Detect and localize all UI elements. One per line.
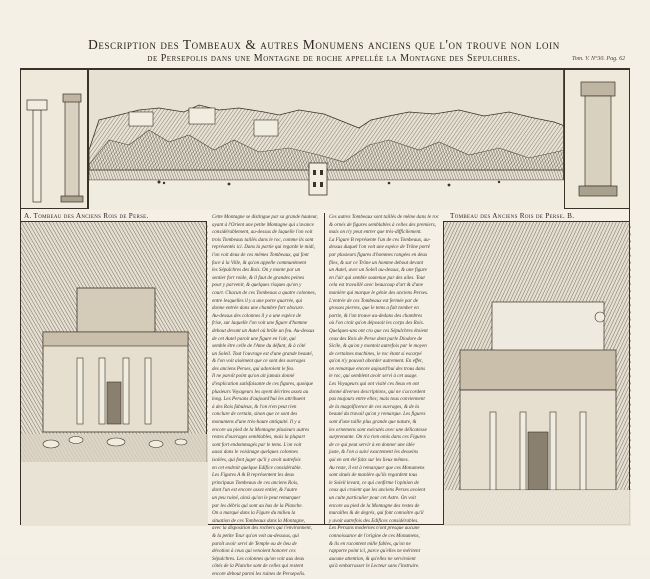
text-line: sont d'une taille plus grande que nature, &	[329, 419, 417, 426]
text-line: encore debout parmi les ruines de Persepolis.	[212, 570, 306, 577]
text-line: Ces autres Tombeaux sont taillés de même dans le roc	[329, 214, 439, 220]
text-line: & la petite Tour qu'on voit au-dessous, qui	[212, 532, 299, 539]
mountain-panorama-illustration	[89, 70, 565, 210]
text-line: court. Chacun de ces Tombeaux a quatre colonnes,	[212, 289, 316, 296]
plate-reference: Tom. V. N°30. Pag. 62	[572, 56, 626, 62]
text-line: en cet endroit quelque Edifice considérable.	[212, 464, 302, 471]
text-line: où l'on croit qu'on déposoit les corps des Rois.	[329, 320, 424, 327]
text-line: trois Tombeaux taillés dans le roc, comme ils sont	[212, 236, 314, 243]
text-line: de ce qui peut servir à en donner une idée	[329, 441, 415, 448]
text-line: Les Voyageurs qui ont visité ces lieux en ont	[329, 381, 419, 388]
text-line: pour y parvenir, & quelques risques qu'on y	[212, 282, 302, 289]
text-line: d'explication satisfaisante de ces figures, quoique	[212, 381, 314, 388]
text-line: Sépulchres. Les colonnes qu'on voit aux deux	[212, 555, 305, 562]
text-line: un culte particulier pour cet Astre. On voit	[329, 494, 416, 501]
text-line: mais on n'y peut entrer que très-difficilement.	[329, 229, 422, 236]
text-line: en l'air qui semble soutenue par des ailes. Tout	[329, 274, 425, 281]
text-line: isolées, qui font juger qu'il y avoit autrefois	[212, 457, 301, 463]
left-column-panel	[20, 69, 88, 209]
text-column-right	[329, 214, 439, 570]
text-line: sentier fort roide, & il faut de grandes peines	[212, 274, 305, 281]
text-line: pas toujours entre elles; mais tous conviennent	[329, 396, 425, 403]
text-line: par plusieurs figures d'hommes rangées en deux	[329, 251, 428, 258]
text-line: principaux Tombeaux de ces anciens Rois,	[212, 479, 299, 486]
text-line: aucune attention, & qu'elles ne serviroient	[329, 555, 416, 562]
text-line: juste, & l'on a suivi exactement les desseins	[329, 449, 419, 456]
text-line: frise, sur laquelle l'on voit une figure d'homme	[212, 320, 308, 327]
text-line: ceux qui croient que les anciens Perses avoient	[329, 487, 426, 494]
text-line: monumens d'une très-haute antiquité. Il y a	[212, 419, 301, 426]
text-line: dévotion à ceux qui venoient honorer ces	[212, 548, 296, 555]
text-line: conclure de certain, sinon que ce sont des	[212, 411, 298, 418]
text-line: sont fort endommagés par le tems. L'on voit	[212, 441, 302, 448]
text-line: entre lesquelles il y a une porte quarrée, qui	[212, 297, 303, 304]
text-line: on remarque encore aujourd'hui des trous dans	[329, 365, 426, 372]
text-line: le Soleil levant, ce qui confirme l'opinion de	[329, 479, 419, 486]
text-line: donne entrée dans une chambre fort obscure.	[212, 305, 304, 312]
tomb-a-panel	[20, 221, 207, 525]
text-line: les ornemens sont exécutés avec une délicatesse	[329, 426, 427, 433]
text-line: encore au pied de la Montagne plusieurs autres	[212, 426, 310, 433]
text-line: qu'on n'y pouvoit aborder autrement. En effet,	[329, 358, 423, 365]
text-line: Les Figures A & B représentent les deux	[212, 472, 295, 479]
text-line: l'on voit deux de ces mêmes Tombeaux, qui font	[212, 251, 309, 258]
text-line: encore au pied de la Montagne des restes de	[329, 502, 420, 509]
text-line: ayant à l'Orient une petite Montagne qui s'avance	[212, 221, 314, 228]
text-line: murailles & de degrés, qui font connoître qu'il	[329, 510, 424, 517]
text-line: long. Les Persans d'aujourd'hui les attribuent	[212, 396, 306, 403]
tomb-b-illustration	[444, 222, 631, 526]
text-line: les Sépulchres des Rois. On y monte par un	[212, 267, 301, 274]
text-line: partie, & l'on trouve au-dedans des chambres	[329, 312, 423, 319]
text-line: côtés de la Planche sont de celles qui restent	[212, 563, 304, 570]
right-column-illustration	[565, 70, 631, 210]
text-line: rapporte point ici, parce qu'elles ne méritent	[329, 548, 421, 555]
text-line: donné diverses descriptions, qui ne s'accordent	[329, 388, 426, 395]
text-column-left	[212, 214, 320, 577]
text-line: Au reste, il est à remarquer que ces Monumens	[329, 464, 425, 471]
text-line: face à la Ville, & qu'on appelle communément	[212, 259, 307, 266]
text-line: restes d'ouvrages semblables, mais la plupart	[212, 434, 305, 441]
tomb-b-panel	[443, 221, 630, 525]
text-line: Il ne paroît point qu'on ait jamais donné	[212, 373, 295, 380]
text-line: ceux des Rois de Perse dont parle Diodore de	[329, 335, 423, 342]
text-line: surprenante. On n'a rien omis dans ces Figures	[329, 434, 426, 441]
text-line: par les débris qui sont au bas de la Planche.	[212, 502, 303, 509]
text-line: Quelques-uns ont cru que ces Sépulchres étoient	[329, 327, 428, 334]
text-line: un Soleil. Tout l'ouvrage est d'une grande beauté,	[212, 350, 313, 357]
text-line: Sicile, & qu'on y montoit autrefois par le moyen	[329, 343, 427, 350]
tomb-b-caption: Tombeau des Anciens Rois de Perse. B.	[450, 212, 575, 220]
text-line: debout devant un Autel où brûle un feu. Au-dessus	[212, 327, 315, 334]
text-line: de certaines machines, le roc étant si escarpé	[329, 350, 422, 357]
text-line: le roc, qui semblent avoir servi à cet usage.	[329, 373, 418, 380]
text-line: L'entrée de ces Tombeaux est fermée par de	[329, 297, 419, 304]
tomb-a-illustration	[21, 222, 208, 526]
text-line: de la magnificence de ces ouvrages, & de la	[329, 403, 420, 410]
text-line: grosses pierres, que le tems a fait tomber en	[329, 305, 419, 312]
text-line: des anciens Perses, qui adoroient le feu.	[212, 365, 295, 372]
text-line: paroît avoir servi de Temple ou de lieu de	[212, 540, 297, 547]
text-line: sont situés de manière qu'ils regardent tous	[329, 472, 418, 479]
text-line: un peu ruiné, ainsi qu'on le peut remarquer	[212, 494, 301, 501]
text-line: qu'à embarrasser le Lecteur sans l'instruire.	[329, 563, 420, 570]
right-column-panel	[564, 69, 630, 209]
text-line: La Figure B représente l'un de ces Tombeaux, au-	[329, 236, 431, 243]
text-line: y avoit autrefois des Edifices considérables.	[329, 517, 419, 524]
text-line: semble être celle de l'Ame du défunt, & à côté	[212, 343, 306, 350]
text-line: avec la disposition des rochers qui l'environnent,	[212, 525, 312, 532]
text-line: & ornés de figures semblables à celles des premiers,	[329, 221, 436, 228]
text-line: qui en ont été faits sur les lieux mêmes.	[329, 457, 409, 463]
text-line: un Autel, avec un Soleil au-dessus, & une figure	[329, 267, 427, 274]
text-line: & l'on voit aisément que ce sont des ouvrages	[212, 358, 306, 365]
text-line: situation de ces Tombeaux dans la Montagne,	[212, 517, 306, 524]
text-line: Les Persans modernes n'ont presque aucune	[329, 525, 420, 532]
center-column-divider	[324, 213, 325, 525]
text-line: plusieurs Voyageurs les ayent décrites assez au	[212, 388, 309, 395]
text-line: beauté du travail qu'on y remarque. Les figures	[329, 411, 426, 418]
text-line: dessus duquel l'on voit une espèce de Trône porté	[329, 244, 430, 251]
tomb-a-caption: A. Tombeau des Anciens Rois de Perse.	[24, 212, 149, 220]
text-line: & ils en racontent mille fables, qu'on ne	[329, 540, 411, 547]
text-line: considérablement, au-dessus de laquelle l'on voit	[212, 229, 313, 236]
text-line: cela est travaillé avec beaucoup d'art & d'une	[329, 282, 423, 289]
plate-title-line-1: Description des Tombeaux & autres Monumens anciens que l'on trouve non loin	[88, 37, 560, 52]
left-columns-illustration	[21, 70, 89, 210]
text-line: On a marqué dans la Figure du milieu la	[212, 510, 296, 517]
text-line: Au-dessus des colonnes il y a une espèce de	[212, 312, 302, 319]
panorama-panel	[88, 69, 564, 209]
text-line: manière qui marque le génie des anciens Perses.	[329, 289, 429, 296]
text-line: dont l'un est encore assez entier, & l'autre	[212, 487, 298, 494]
text-line: à des Rois fabuleux, & l'on n'en peut rien	[212, 403, 297, 410]
plate-title-line-2: de Persepolis dans une Montagne de roche appellée la Montagne des Sepulchres.	[147, 53, 521, 64]
text-line: connoissance de l'origine de ces Monumens,	[329, 532, 420, 539]
text-line: aussi dans le voisinage quelques colonnes	[212, 449, 298, 456]
text-line: files, & sur ce Trône un homme debout devant	[329, 259, 424, 266]
text-line: de cet Autel paroit une figure en l'air, qui	[212, 335, 296, 342]
text-line: Cette Montagne se distingue par sa grande hauteur,	[212, 214, 318, 220]
text-line: représentés ici. Dans la partie qui regarde le midi,	[212, 244, 315, 251]
